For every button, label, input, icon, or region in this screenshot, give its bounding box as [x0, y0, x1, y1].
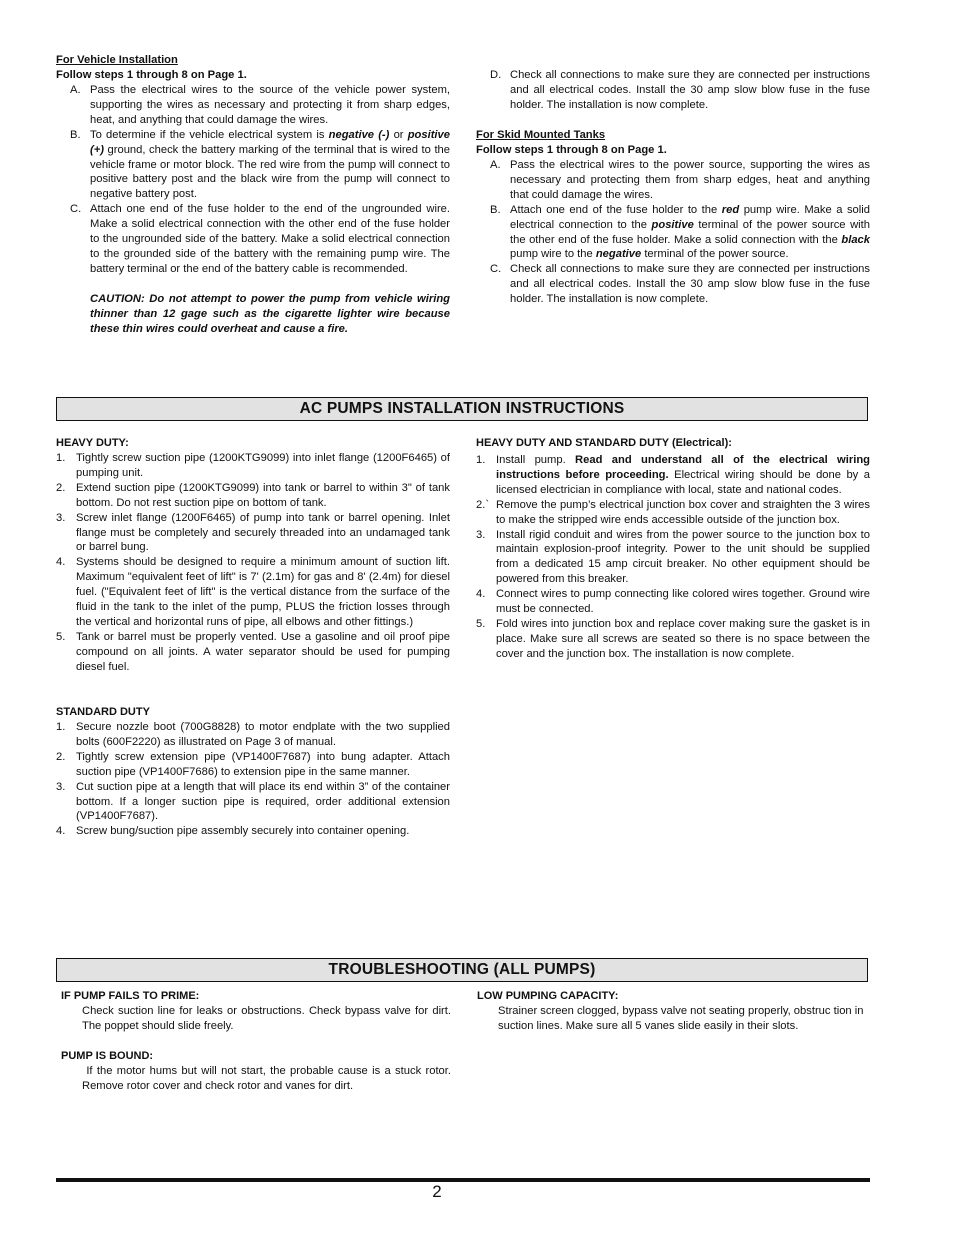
electrical-step-2: 2.` Remove the pump’s electrical junction box cover and straighten the 3 wires to make the stripped wire ends accessible outside of the junction box.	[476, 498, 870, 526]
skid-mounted-section	[476, 128, 870, 307]
vehicle-installation-section	[56, 53, 450, 337]
skid-step-b: B. Attach one end of the fuse holder to the red pump wire. Make a solid electrical connection to the positive terminal of the power source with the other end of the fuse holder. Make a solid connection with the black pump wire to the negative terminal of the power source.	[490, 203, 870, 261]
page-number: 2	[432, 1182, 442, 1201]
standard-step-3: 3. Cut suction pipe at a length that will place its end within 3” of the container bottom. If a longer suction pipe is required, order additional extension (VP1400F7687).	[56, 780, 450, 823]
footer-rule	[56, 1178, 870, 1182]
standard-step-4: 4. Screw bung/suction pipe assembly securely into container opening.	[56, 825, 410, 838]
vehicle-step-b: B. To determine if the vehicle electrical system is negative (-) or positive (+) ground, check the battery marking of the terminal that is wired to the vehicle frame or motor block. The red wire from the pump will connect to positive battery post and the black wire from the pump will connect to negative battery post.	[70, 128, 450, 201]
trouble-low-title: LOW PUMPING CAPACITY:	[477, 990, 619, 1002]
vehicle-step-a: A. Pass the electrical wires to the source of the vehicle power system, supporting the wires as necessary and protecting it from sharp edges, heat, and anything that could damage the wires.	[70, 84, 450, 126]
electrical-title: HEAVY DUTY AND STANDARD DUTY (Electrical):	[476, 437, 732, 449]
heavy-step-3: 3. Screw inlet flange (1200F6465) of pump into tank or barrel opening. Inlet flange must be completely and securely threaded into an undamaged tank or barrel bung.	[56, 511, 450, 554]
trouble-prime-title: IF PUMP FAILS TO PRIME:	[61, 990, 200, 1002]
standard-step-2: 2. Tightly screw extension pipe (VP1400F7687) into bung adapter. Attach suction pipe (VP1400F7686) to extension pipe in the same manner.	[56, 750, 450, 778]
ac-pumps-banner	[56, 397, 868, 421]
vehicle-step-c: C. Attach one end of the fuse holder to the end of the ungrounded wire. Make a solid electrical connection with the other end of the fuse holder to the ungrounded side of the battery. Make a solid electrical connection to the grounded side of the battery with the remaining pump wire. The battery terminal or the end of the battery cable is recommended.	[70, 203, 450, 275]
trouble-prime-section	[61, 989, 451, 1034]
trouble-bound-text: If the motor hums but will not start, the probable cause is a stuck rotor. Remove rotor cover and check rotor and vanes for dirt.	[82, 1065, 458, 1092]
standard-duty-title: STANDARD DUTY	[56, 706, 150, 718]
troubleshooting-banner-title: TROUBLESHOOTING (ALL PUMPS)	[328, 961, 596, 978]
trouble-bound-title: PUMP IS BOUND:	[61, 1050, 154, 1062]
heavy-duty-title: HEAVY DUTY:	[56, 437, 129, 449]
vehicle-step-d-section	[476, 68, 870, 113]
vehicle-caution: CAUTION: Do not attempt to power the pump from vehicle wiring thinner than 12 gage such as the cigarette lighter wire because these thin wires could overheat and cause a fire.	[90, 292, 450, 335]
vehicle-follow-steps: Follow steps 1 through 8 on Page 1.	[56, 69, 247, 81]
skid-step-c: C. Check all connections to make sure they are connected per instructions and all electrical codes. Install the 30 amp slow blow fuse in the fuse holder. The installation is now complete.	[490, 263, 870, 306]
skid-follow-steps: Follow steps 1 through 8 on Page 1.	[476, 144, 667, 156]
electrical-step-3: 3. Install rigid conduit and wires from the power source to the junction box to maintain explosion-proof integrity. Power to the unit should be supplied from a dedicated 15 amp circuit breaker. No other equipment should be powered from this breaker.	[476, 528, 870, 586]
trouble-low-section	[477, 989, 870, 1034]
heavy-step-2: 2. Extend suction pipe (1200KTG9099) into tank or barrel to within 3" of tank bottom. Do not rest suction pipe on bottom of tank.	[56, 481, 450, 509]
heavy-duty-section	[56, 436, 450, 675]
electrical-step-4: 4. Connect wires to pump connecting like colored wires together. Ground wire must be connected.	[476, 588, 870, 616]
electrical-step-5: 5. Fold wires into junction box and replace cover making sure the gasket is in place. Make sure all screws are seated so there is no space between the cover and the junction box. The installation is now complete.	[476, 617, 870, 660]
trouble-bound-section	[61, 1049, 458, 1094]
vehicle-step-d: D. Check all connections to make sure they are connected per instructions and all electrical codes. Install the 30 amp slow blow fuse in the fuse holder. The installation is now complete.	[490, 69, 870, 111]
electrical-section	[476, 436, 870, 662]
heavy-step-4: 4. Systems should be designed to require a minimum amount of suction lift. Maximum "equivalent feet of lift" is 7' (2.1m) for gas and 8' (2.4m) for diesel fuel. ("Equivalent feet of lift" is the vertical distance from the surface of the fluid in the tank to the inlet of the pump, PLUS the friction losses through the vertical and horizontal runs of pipe, all elbows and other fittings.)	[56, 556, 450, 628]
trouble-low-text: Strainer screen clogged, bypass valve not seating properly, obstruc tion in suction lines. Make sure all 5 vanes slide easily in their slots.	[498, 1005, 864, 1032]
ac-pumps-banner-title: AC PUMPS INSTALLATION INSTRUCTIONS	[299, 400, 625, 417]
standard-step-1: 1. Secure nozzle boot (700G8828) to motor endplate with the two supplied bolts (600F2220) as illustrated on Page 3 of manual.	[56, 721, 450, 748]
vehicle-installation-title: For Vehicle Installation	[56, 54, 178, 66]
skid-title: For Skid Mounted Tanks	[476, 129, 606, 141]
skid-step-a: A. Pass the electrical wires to the power source, supporting the wires as necessary and protecting them from sharp edges, heat and anything that could damage the wires.	[490, 159, 870, 201]
electrical-step-1: 1. Install pump. Read and understand all of the electrical wiring instructions before proceeding. Electrical wiring should be done by a licensed electrician in compliance with local, state and national codes.	[476, 454, 870, 496]
heavy-step-1: 1. Tightly screw suction pipe (1200KTG9099) into inlet flange (1200F6465) of pumping unit.	[56, 452, 450, 479]
trouble-prime-text: Check suction line for leaks or obstructions. Check bypass valve for dirt. The poppet should slide freely.	[82, 1005, 451, 1032]
standard-duty-section	[56, 705, 450, 839]
troubleshooting-banner	[56, 958, 868, 982]
heavy-step-5: 5. Tank or barrel must be properly vented. Use a gasoline and oil proof pipe compound on all joints. A water separator should be used for pumping diesel fuel.	[56, 630, 450, 673]
